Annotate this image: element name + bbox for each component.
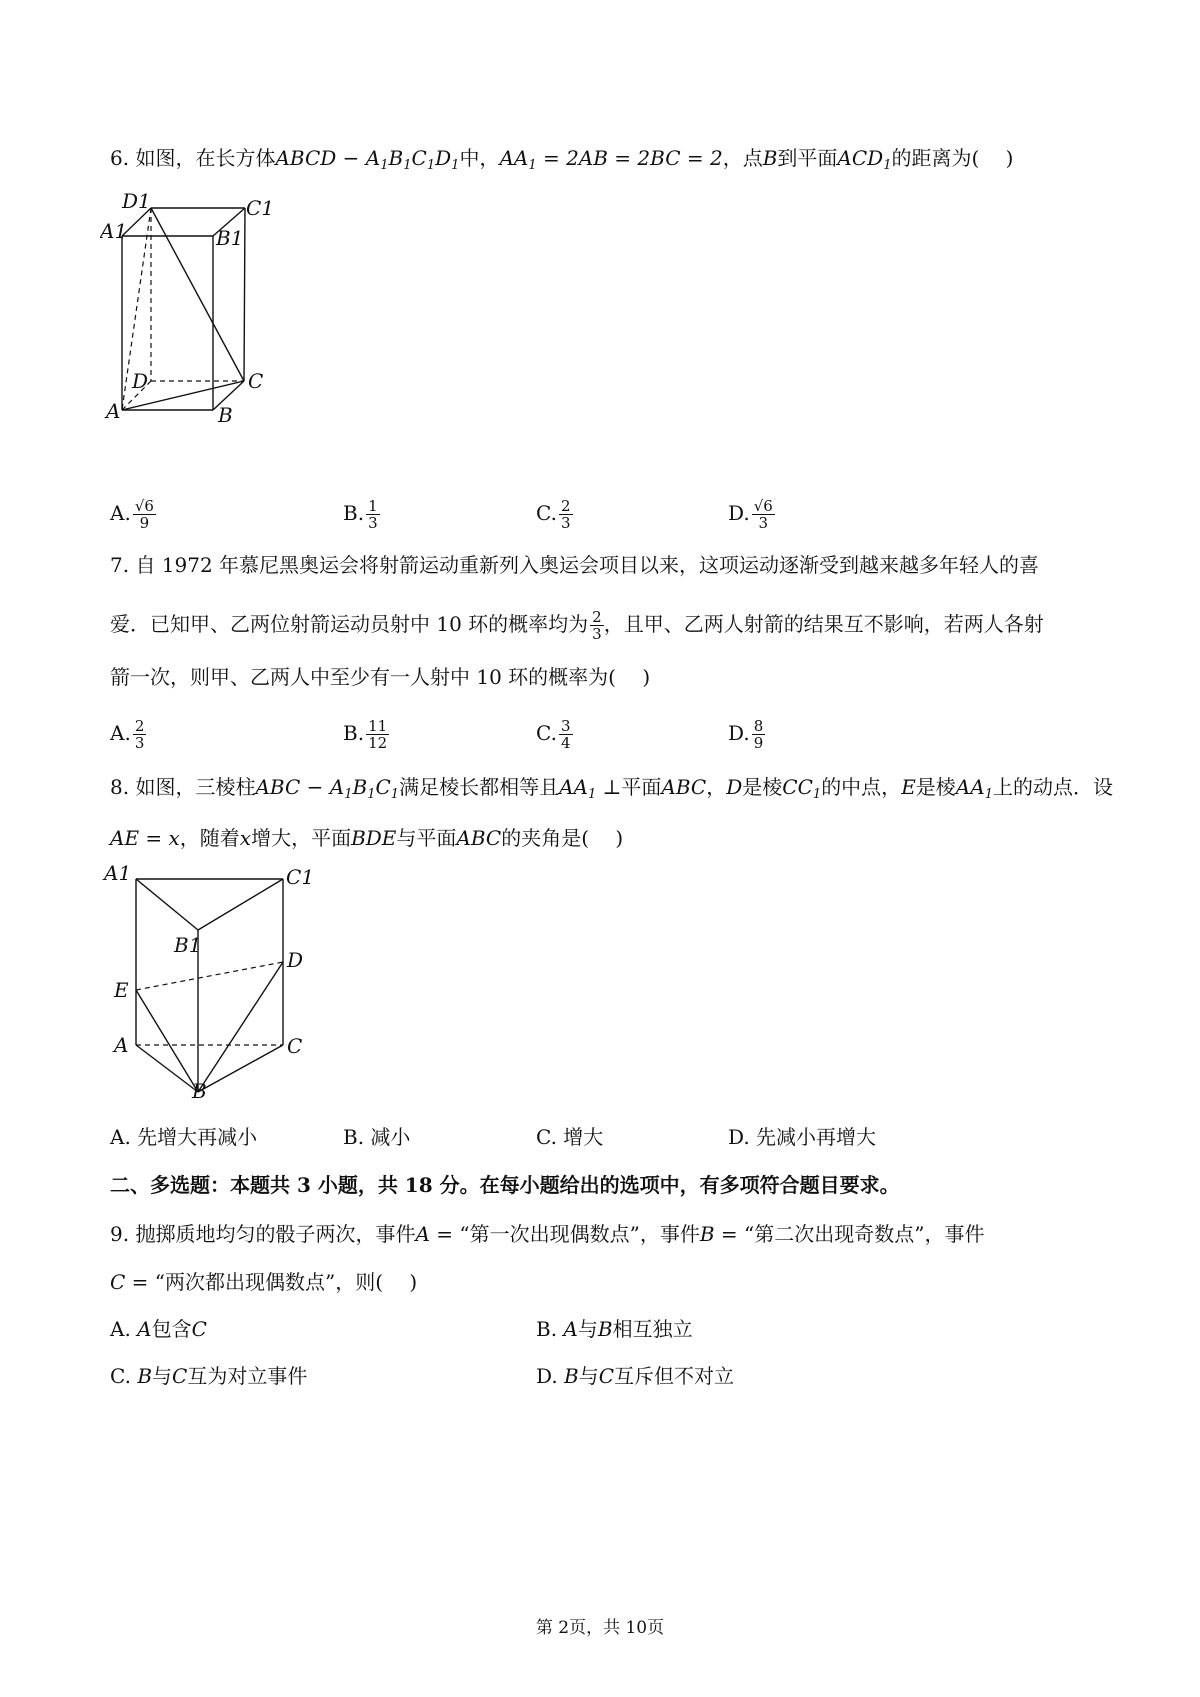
label-D1: D1 (122, 189, 151, 213)
label-B: B (192, 1079, 207, 1100)
label-A: A (106, 399, 121, 423)
q8-option-a: A. 先增大再减小 (110, 1125, 258, 1149)
label-B1: B1 (174, 933, 202, 957)
q7-option-a: A. $\frac{2}{3}$ (110, 717, 145, 752)
label-A: A (114, 1033, 129, 1057)
q9-line2: C = “两次都出现偶数点”，则( ) (110, 1270, 418, 1294)
label-C1: C1 (246, 196, 275, 220)
section-heading-multiple-choice: 二、多选题：本题共 3 小题，共 18 分。在每小题给出的选项中，有多项符合题目要求。 (110, 1173, 900, 1197)
q8-line2: AE = x，随着x增大，平面BDE与平面ABC的夹角是( ) (110, 826, 624, 850)
label-A1: A1 (100, 219, 128, 243)
label-D: D (287, 948, 304, 972)
label-E: E (114, 978, 129, 1002)
label-B: B (218, 403, 233, 427)
page-footer: 第 2页，共 10页 (535, 1618, 665, 1638)
q9-option-b: B. A与B相互独立 (536, 1317, 693, 1341)
q7-option-c: C. $\frac{3}{4}$ (536, 717, 571, 752)
label-B1: B1 (216, 226, 244, 250)
q6-option-c: C. $\frac{2}{3}$ (536, 497, 571, 532)
label-C1: C1 (286, 865, 315, 889)
q7-line2: 爱．已知甲、乙两位射箭运动员射中 10 环的概率均为 $\frac{2}{3}$ ，且甲、乙两人射箭的结果互不影响，若两人各射 (110, 608, 1044, 643)
label-D: D (132, 369, 149, 393)
q9-option-c: C. B与C互为对立事件 (110, 1364, 308, 1388)
q7-line1: 7. 自 1972 年慕尼黑奥运会将射箭运动重新列入奥运会项目以来，这项运动逐渐受到越来越多年轻人的喜 (110, 553, 1040, 577)
q7-option-b: B. $\frac{11}{12}$ (343, 717, 388, 752)
q6-option-b: B. $\frac{1}{3}$ (343, 497, 378, 532)
label-A1: A1 (104, 861, 132, 885)
q8-line1: 8. 如图，三棱柱ABC − $A_1B_1C_1$满足棱长都相等且$AA_1$ ⊥平面ABC，D是棱$CC_1$的中点，E是棱$AA_1$上的动点．设 (110, 775, 1113, 802)
q8-option-b: B. 减小 (343, 1125, 411, 1149)
label-C: C (248, 369, 264, 393)
q7-line3: 箭一次，则甲、乙两人中至少有一人射中 10 环的概率为( ) (110, 665, 651, 689)
q6-option-a: A. √ $\frac{6}{9}$ (110, 498, 156, 531)
q9-option-d: D. B与C互斥但不对立 (536, 1364, 735, 1388)
q7-option-d: D. $\frac{8}{9}$ (728, 717, 764, 752)
q6-option-d: D. √ $\frac{6}{3}$ (728, 498, 775, 531)
q6-cuboid-figure (100, 188, 290, 428)
q6-stem: 6. 如图，在长方体ABCD − $A_1B_1C_1D_1$中，$AA_1 = 2AB = 2BC = 2$，点B到平面$ACD_1$的距离为( ) (110, 146, 1014, 173)
math-ABCD: ABCD (275, 146, 337, 170)
label-C: C (287, 1034, 303, 1058)
q8-option-d: D. 先减小再增大 (728, 1125, 877, 1149)
q9-option-a: A. A包含C (110, 1317, 207, 1341)
q8-prism-figure (100, 860, 320, 1100)
q8-option-c: C. 增大 (536, 1125, 604, 1149)
q9-line1: 9. 抛掷质地均匀的骰子两次，事件A = “第一次出现偶数点”，事件B = “第二次出现奇数点”，事件 (110, 1222, 985, 1246)
